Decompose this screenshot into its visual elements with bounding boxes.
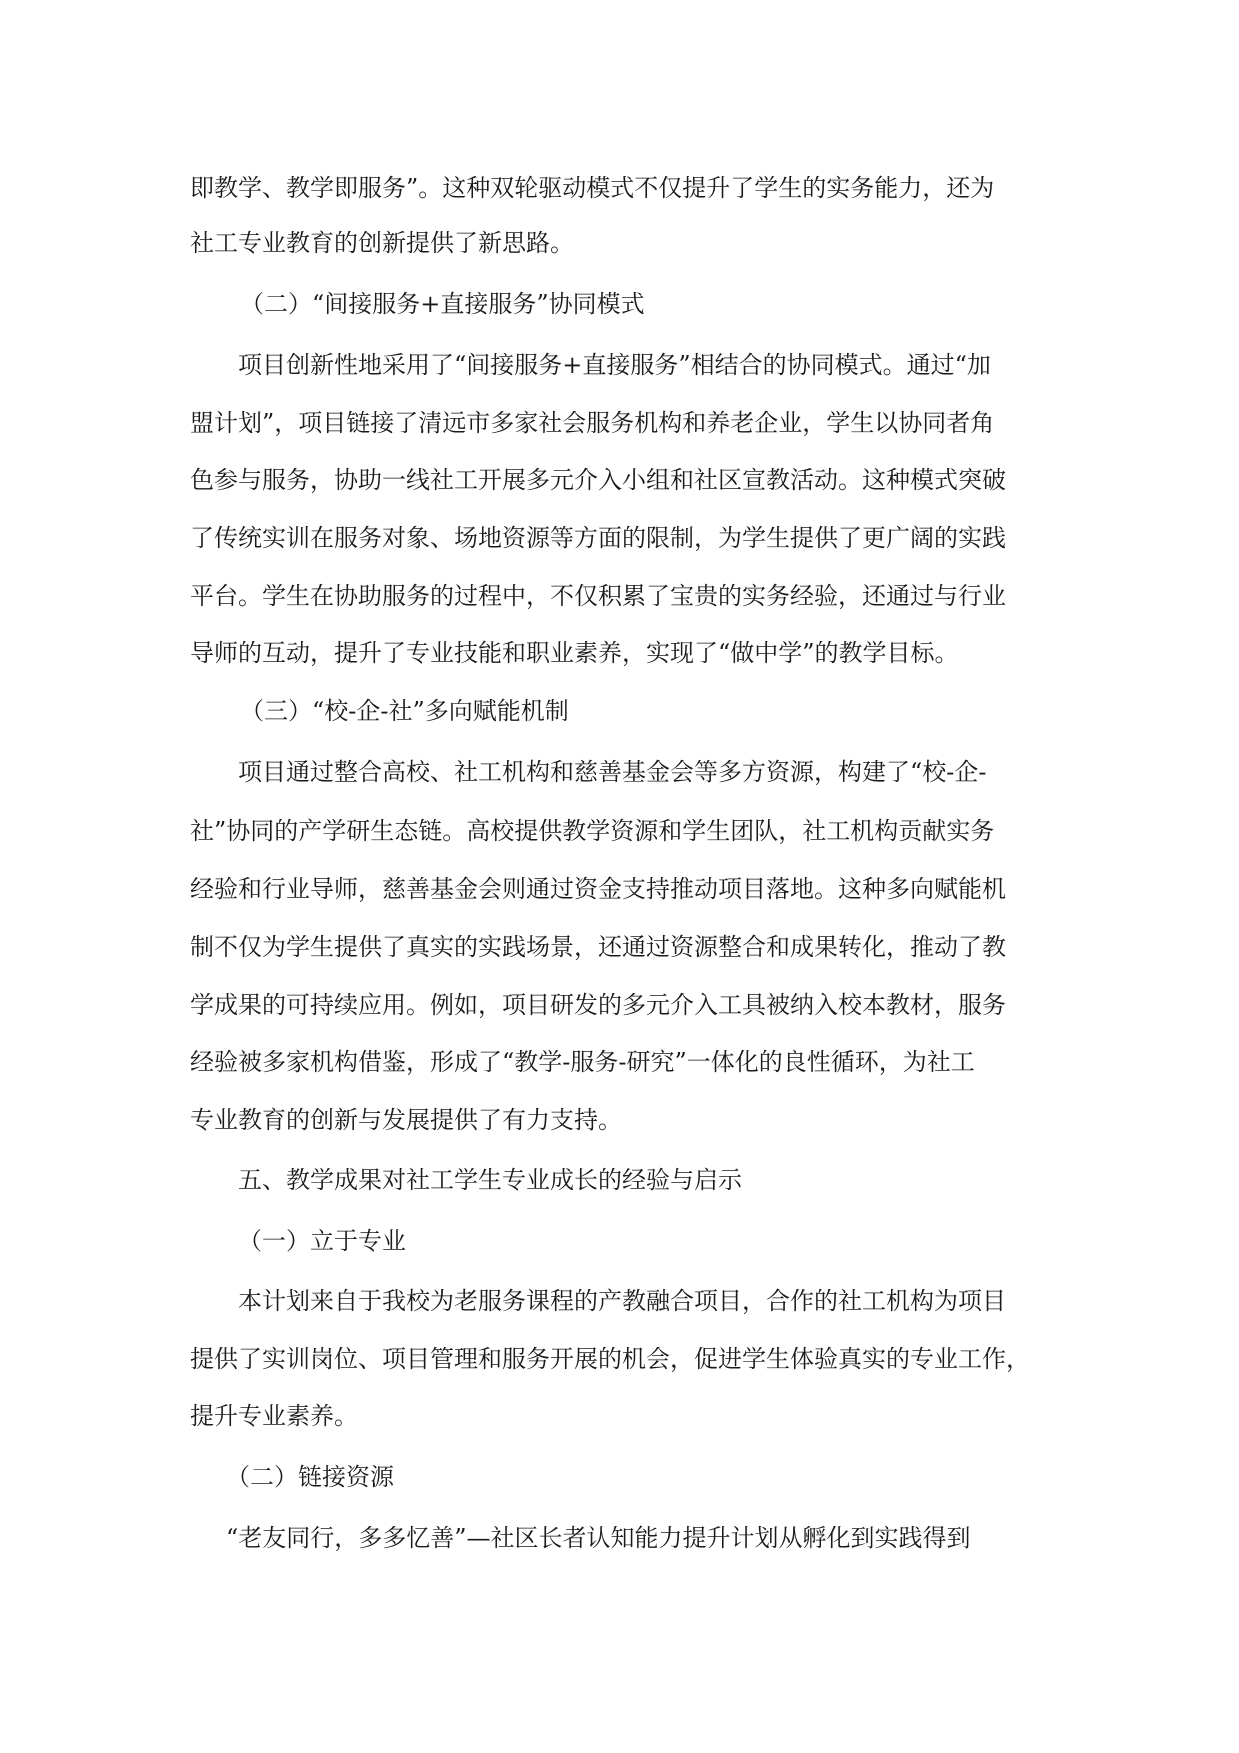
paragraph-line: 经验被多家机构借鉴，形成了“教学-服务-研究”一体化的良性循环，为社工 (190, 1048, 975, 1076)
paragraph-line: 社工专业教育的创新提供了新思路。 (190, 229, 574, 257)
paragraph-line: 项目通过整合高校、社工机构和慈善基金会等多方资源，构建了“校-企- (238, 758, 987, 786)
section-heading: （二）“间接服务+直接服务”协同模式 (240, 290, 645, 318)
section-heading: （二）链接资源 (226, 1463, 394, 1491)
section-heading: （一）立于专业 (238, 1227, 406, 1255)
paragraph-line: 色参与服务，协助一线社工开展多元介入小组和社区宣教活动。这种模式突破 (190, 466, 1006, 494)
paragraph-line: “老友同行，多多忆善”—社区长者认知能力提升计划从孵化到实践得到 (226, 1524, 971, 1552)
paragraph-line: 制不仅为学生提供了真实的实践场景，还通过资源整合和成果转化，推动了教 (190, 933, 1006, 961)
paragraph-line: 学成果的可持续应用。例如，项目研发的多元介入工具被纳入校本教材，服务 (190, 991, 1006, 1019)
paragraph-line: 即教学、教学即服务”。这种双轮驱动模式不仅提升了学生的实务能力，还为 (190, 174, 995, 202)
paragraph-line: 了传统实训在服务对象、场地资源等方面的限制，为学生提供了更广阔的实践 (190, 524, 1006, 552)
paragraph-line: 项目创新性地采用了“间接服务+直接服务”相结合的协同模式。通过“加 (238, 351, 991, 379)
paragraph-line: 专业教育的创新与发展提供了有力支持。 (190, 1106, 622, 1134)
chapter-heading: 五、教学成果对社工学生专业成长的经验与启示 (238, 1166, 742, 1194)
paragraph-line: 导师的互动，提升了专业技能和职业素养，实现了“做中学”的教学目标。 (190, 639, 959, 667)
section-heading: （三）“校-企-社”多向赋能机制 (240, 697, 569, 725)
paragraph-line: 提升专业素养。 (190, 1402, 358, 1430)
paragraph-line: 经验和行业导师，慈善基金会则通过资金支持推动项目落地。这种多向赋能机 (190, 875, 1006, 903)
paragraph-line: 平台。学生在协助服务的过程中，不仅积累了宝贵的实务经验，还通过与行业 (190, 582, 1006, 610)
paragraph-line: 盟计划”，项目链接了清远市多家社会服务机构和养老企业，学生以协同者角 (190, 409, 995, 437)
paragraph-line: 社”协同的产学研生态链。高校提供教学资源和学生团队，社工机构贡献实务 (190, 817, 995, 845)
paragraph-line: 本计划来自于我校为老服务课程的产教融合项目，合作的社工机构为项目 (238, 1287, 1006, 1315)
paragraph-line: 提供了实训岗位、项目管理和服务开展的机会，促进学生体验真实的专业工作， (190, 1345, 1030, 1373)
